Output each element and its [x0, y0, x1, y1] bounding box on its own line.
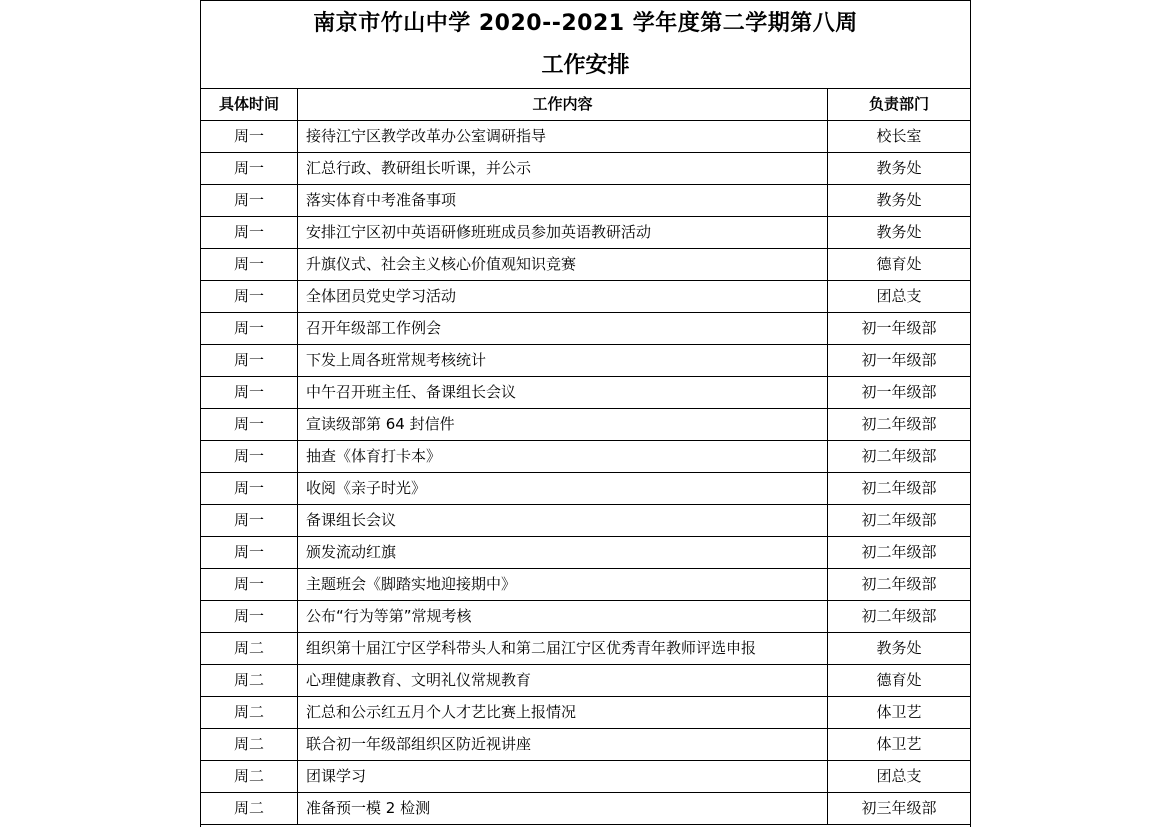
cell-dept: 体卫艺: [828, 729, 971, 761]
table-row: [201, 249, 970, 281]
table-row: [201, 697, 970, 729]
cell-content: 下发上周各班常规考核统计: [298, 345, 828, 377]
table-row: [201, 505, 970, 537]
document-subtitle: 工作安排: [541, 53, 630, 78]
cell-content: 联合初一年级部组织区防近视讲座: [298, 729, 828, 761]
table-row: [201, 217, 970, 249]
cell-dept: 教务处: [828, 153, 971, 185]
cell-dept: 团总支: [828, 761, 971, 793]
table-row: [201, 345, 970, 377]
cell-time: 周一: [201, 377, 298, 409]
cell-dept: 体卫艺: [828, 697, 971, 729]
cell-time: 周一: [201, 345, 298, 377]
cell-time: 周二: [201, 761, 298, 793]
cell-content: 收阅《亲子时光》: [298, 473, 828, 505]
table-row: [201, 601, 970, 633]
cell-time: 周二: [201, 793, 298, 825]
table-row: [201, 633, 970, 665]
cell-time: 周二: [201, 665, 298, 697]
cell-content: 中午召开班主任、备课组长会议: [298, 377, 828, 409]
table-row: [201, 793, 970, 825]
cell-dept: 初二年级部: [828, 505, 971, 537]
table-row: [201, 121, 970, 153]
table-row: [201, 729, 970, 761]
table-row: [201, 313, 970, 345]
cell-content: 升旗仪式、社会主义核心价值观知识竞赛: [298, 249, 828, 281]
cell-time: 周一: [201, 505, 298, 537]
cell-content: 心理健康教育、文明礼仪常规教育: [298, 665, 828, 697]
cell-dept: 教务处: [828, 217, 971, 249]
table-row: [201, 185, 970, 217]
cell-time: 周一: [201, 217, 298, 249]
table-row: [201, 409, 970, 441]
cell-time: 周二: [201, 633, 298, 665]
title-block: [201, 1, 970, 89]
table-row: [201, 441, 970, 473]
cell-time: 周一: [201, 569, 298, 601]
cell-dept: 校长室: [828, 121, 971, 153]
cell-dept: 初二年级部: [828, 537, 971, 569]
cell-time: 周一: [201, 185, 298, 217]
cell-time: 周一: [201, 409, 298, 441]
cell-time: 周一: [201, 153, 298, 185]
table-row: [201, 665, 970, 697]
table-row: [201, 537, 970, 569]
cell-dept: 初一年级部: [828, 377, 971, 409]
cell-time: 周一: [201, 601, 298, 633]
schedule-table: [201, 89, 970, 825]
table-row: [201, 761, 970, 793]
document-title: 南京市竹山中学 2020--2021 学年度第二学期第八周: [313, 11, 858, 36]
cell-dept: 教务处: [828, 185, 971, 217]
header-dept: 负责部门: [828, 89, 971, 121]
cell-time: 周一: [201, 249, 298, 281]
cell-time: 周一: [201, 537, 298, 569]
cell-dept: 德育处: [828, 665, 971, 697]
cell-dept: 德育处: [828, 249, 971, 281]
cell-content: 组织第十届江宁区学科带头人和第二届江宁区优秀青年教师评选申报: [298, 633, 828, 665]
cell-dept: 初二年级部: [828, 409, 971, 441]
cell-time: 周一: [201, 313, 298, 345]
cell-dept: 初二年级部: [828, 601, 971, 633]
cell-time: 周一: [201, 473, 298, 505]
cell-content: 主题班会《脚踏实地迎接期中》: [298, 569, 828, 601]
cell-dept: 初二年级部: [828, 441, 971, 473]
header-content: 工作内容: [298, 89, 828, 121]
cell-content: 公布“行为等第”常规考核: [298, 601, 828, 633]
cell-dept: 团总支: [828, 281, 971, 313]
cell-content: 汇总和公示红五月个人才艺比赛上报情况: [298, 697, 828, 729]
cell-dept: 初一年级部: [828, 313, 971, 345]
cell-time: 周二: [201, 697, 298, 729]
table-row: [201, 569, 970, 601]
cell-time: 周一: [201, 441, 298, 473]
cell-content: 团课学习: [298, 761, 828, 793]
cell-content: 宣读级部第 64 封信件: [298, 409, 828, 441]
cell-dept: 初一年级部: [828, 345, 971, 377]
cell-time: 周一: [201, 121, 298, 153]
table-row: [201, 473, 970, 505]
table-row: [201, 377, 970, 409]
cell-content: 全体团员党史学习活动: [298, 281, 828, 313]
cell-content: 颁发流动红旗: [298, 537, 828, 569]
header-time: 具体时间: [201, 89, 298, 121]
table-row: [201, 281, 970, 313]
table-header-row: [201, 89, 970, 121]
cell-content: 召开年级部工作例会: [298, 313, 828, 345]
cell-time: 周二: [201, 729, 298, 761]
cell-time: 周一: [201, 281, 298, 313]
table-body: [201, 121, 970, 825]
cell-dept: 初二年级部: [828, 569, 971, 601]
cell-content: 备课组长会议: [298, 505, 828, 537]
cell-content: 接待江宁区教学改革办公室调研指导: [298, 121, 828, 153]
cell-content: 抽查《体育打卡本》: [298, 441, 828, 473]
cell-dept: 教务处: [828, 633, 971, 665]
cell-dept: 初三年级部: [828, 793, 971, 825]
schedule-document: [200, 0, 971, 827]
cell-content: 准备预一模 2 检测: [298, 793, 828, 825]
cell-content: 汇总行政、教研组长听课，并公示: [298, 153, 828, 185]
cell-dept: 初二年级部: [828, 473, 971, 505]
cell-content: 安排江宁区初中英语研修班班成员参加英语教研活动: [298, 217, 828, 249]
cell-content: 落实体育中考准备事项: [298, 185, 828, 217]
table-row: [201, 153, 970, 185]
